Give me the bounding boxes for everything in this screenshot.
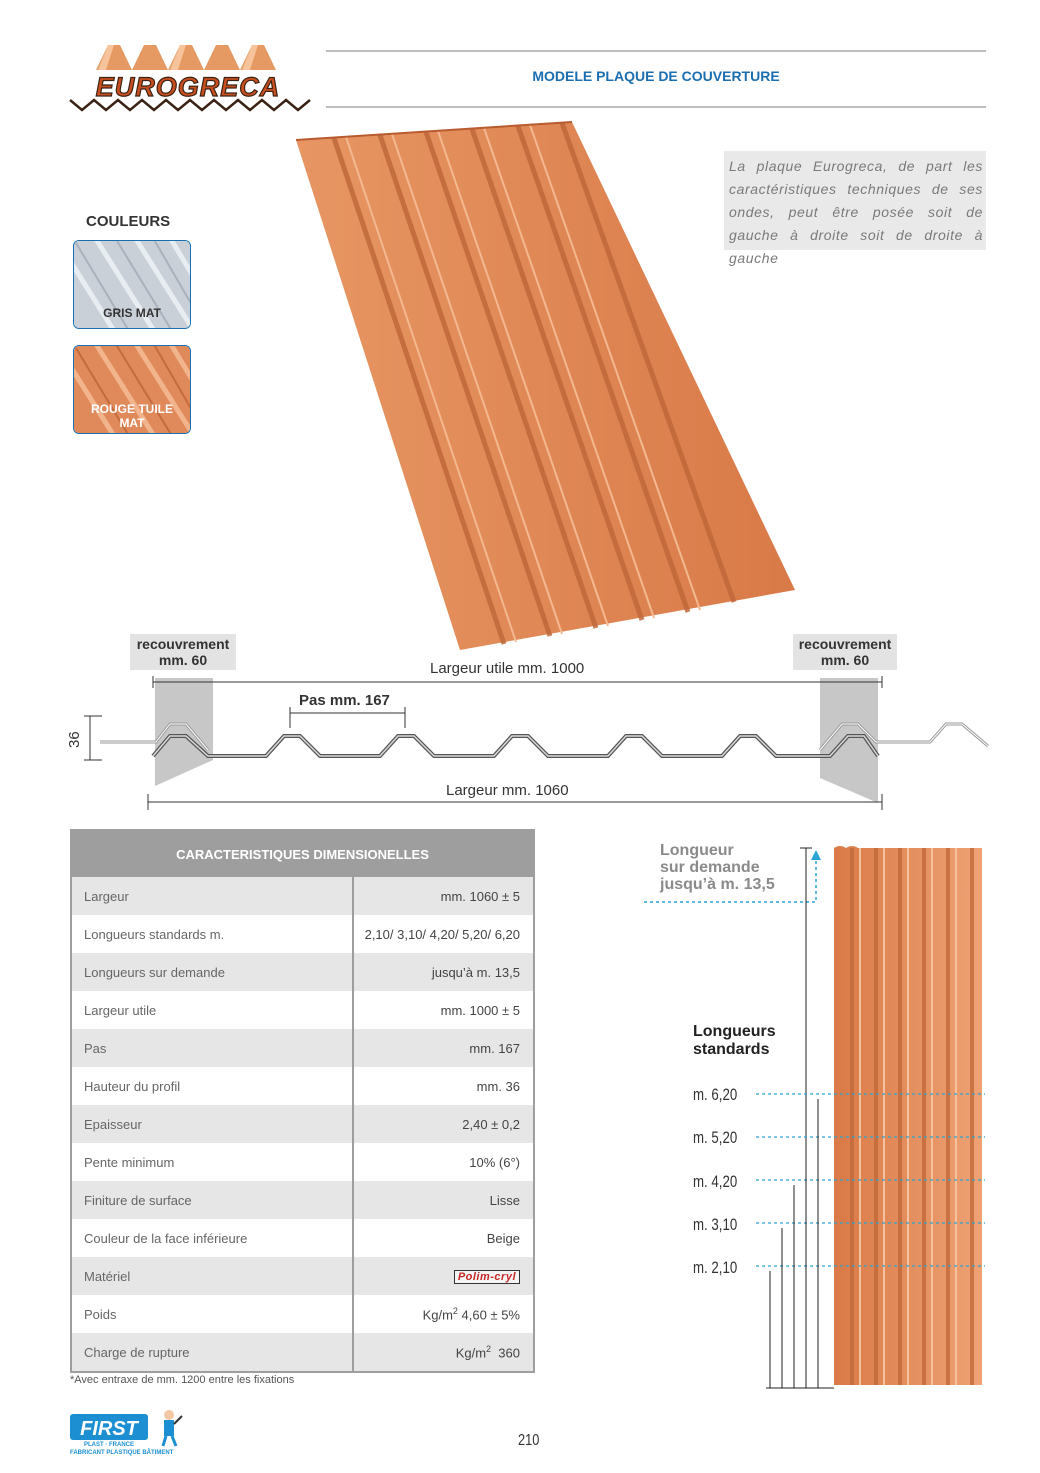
- table-row: [71, 1029, 534, 1067]
- table-row: [71, 1295, 534, 1333]
- spec-key: Couleur de la face inférieure: [71, 1219, 353, 1257]
- intro-text: La plaque Eurogreca, de part les caractéristiques techniques de ses ondes, peut être posée soit de gauche à droite soit de droite à gauche: [724, 151, 986, 250]
- swatch-label: GRIS MAT: [103, 306, 161, 320]
- spec-value: 4,60 ± 5%: [461, 1307, 520, 1323]
- table-row: [71, 1105, 534, 1143]
- spec-key: Largeur: [71, 877, 353, 915]
- pitch-label: Pas mm. 167: [299, 692, 390, 709]
- eurogreca-logo: [68, 40, 313, 112]
- first-logo-tagline: FABRICANT PLASTIQUE BÂTIMENT: [70, 1450, 174, 1456]
- spec-key: Epaisseur: [71, 1105, 353, 1143]
- on-demand-line: jusqu’à m. 13,5: [660, 876, 775, 893]
- spec-value: mm. 167: [353, 1029, 534, 1067]
- unit: Kg/m: [422, 1307, 453, 1323]
- standard-lengths-line: Longueurs: [693, 1023, 776, 1040]
- length-label: m. 3,10: [693, 1215, 738, 1234]
- spec-value: 2,10/ 3,10/ 4,20/ 5,20/ 6,20: [353, 915, 534, 953]
- unit: Kg/m: [455, 1345, 487, 1361]
- spec-value: Beige: [353, 1219, 534, 1257]
- spec-key: Matériel: [71, 1257, 353, 1295]
- unit-exponent: 2: [452, 1305, 458, 1316]
- first-logo-sub: PLAST · FRANCE: [84, 1442, 134, 1448]
- spec-key: Pente minimum: [71, 1143, 353, 1181]
- height-label: 36: [66, 731, 83, 748]
- unit-exponent: 2: [486, 1343, 492, 1354]
- spec-value: jusqu’à m. 13,5: [353, 953, 534, 991]
- spec-key: Largeur utile: [71, 991, 353, 1029]
- table-row: [71, 1143, 534, 1181]
- useful-width-label: Largeur utile mm. 1000: [430, 660, 585, 677]
- spec-key: Finiture de surface: [71, 1181, 353, 1219]
- total-width-label: Largeur mm. 1060: [446, 782, 569, 799]
- page-number: 210: [518, 1432, 540, 1449]
- standard-lengths-title: [693, 1023, 776, 1059]
- logo-text: EUROGRECA: [95, 72, 281, 102]
- table-row: [71, 1219, 534, 1257]
- spec-key: Hauteur du profil: [71, 1067, 353, 1105]
- spec-table: [70, 829, 535, 1373]
- spec-value: Lisse: [353, 1181, 534, 1219]
- page-title: MODELE PLAQUE DE COUVERTURE: [532, 68, 780, 84]
- swatch-rouge-tuile: [73, 345, 191, 434]
- length-label: m. 2,10: [693, 1258, 738, 1277]
- length-label: m. 6,20: [693, 1085, 738, 1104]
- table-row: [71, 1333, 534, 1372]
- spec-value: 10% (6°): [353, 1143, 534, 1181]
- length-diagram: [640, 840, 990, 1395]
- first-plast-logo: [68, 1404, 186, 1456]
- table-row: [71, 1257, 534, 1295]
- header-top-rule: [326, 50, 986, 52]
- on-demand-line: sur demande: [660, 859, 760, 876]
- spec-key: Pas: [71, 1029, 353, 1067]
- spec-key: Longueurs sur demande: [71, 953, 353, 991]
- header-bottom-rule: [326, 106, 986, 108]
- length-label: m. 4,20: [693, 1172, 738, 1191]
- table-row: [71, 991, 534, 1029]
- on-demand-line: Longueur: [660, 842, 734, 859]
- overlap-right-label: recouvrement mm. 60: [793, 634, 897, 670]
- swatch-gris-mat: [73, 240, 191, 329]
- spec-value: mm. 1000 ± 5: [353, 991, 534, 1029]
- spec-value: mm. 1060 ± 5: [353, 877, 534, 915]
- standard-lengths-line: standards: [693, 1041, 770, 1058]
- table-footnote: *Avec entraxe de mm. 1200 entre les fixations: [70, 1374, 295, 1386]
- table-row: [71, 877, 534, 915]
- spec-key: Charge de rupture: [71, 1333, 353, 1372]
- spec-key: Longueurs standards m.: [71, 915, 353, 953]
- overlap-left-label: recouvrement mm. 60: [130, 634, 236, 670]
- swatch-label: ROUGE TUILE MAT: [90, 402, 173, 430]
- first-logo-text: FIRST: [80, 1418, 138, 1440]
- spec-value: 2,40 ± 0,2: [353, 1105, 534, 1143]
- table-row: [71, 915, 534, 953]
- spec-value: 360: [498, 1345, 520, 1361]
- spec-value: mm. 36: [353, 1067, 534, 1105]
- table-row: [71, 953, 534, 991]
- spec-table-header: CARACTERISTIQUES DIMENSIONELLES: [71, 830, 534, 877]
- polimcryl-logo: Polim-cryl: [454, 1270, 520, 1284]
- table-row: [71, 1067, 534, 1105]
- colors-title: COULEURS: [86, 213, 171, 230]
- length-label: m. 5,20: [693, 1128, 738, 1147]
- spec-key: Poids: [71, 1295, 353, 1333]
- table-row: [71, 1181, 534, 1219]
